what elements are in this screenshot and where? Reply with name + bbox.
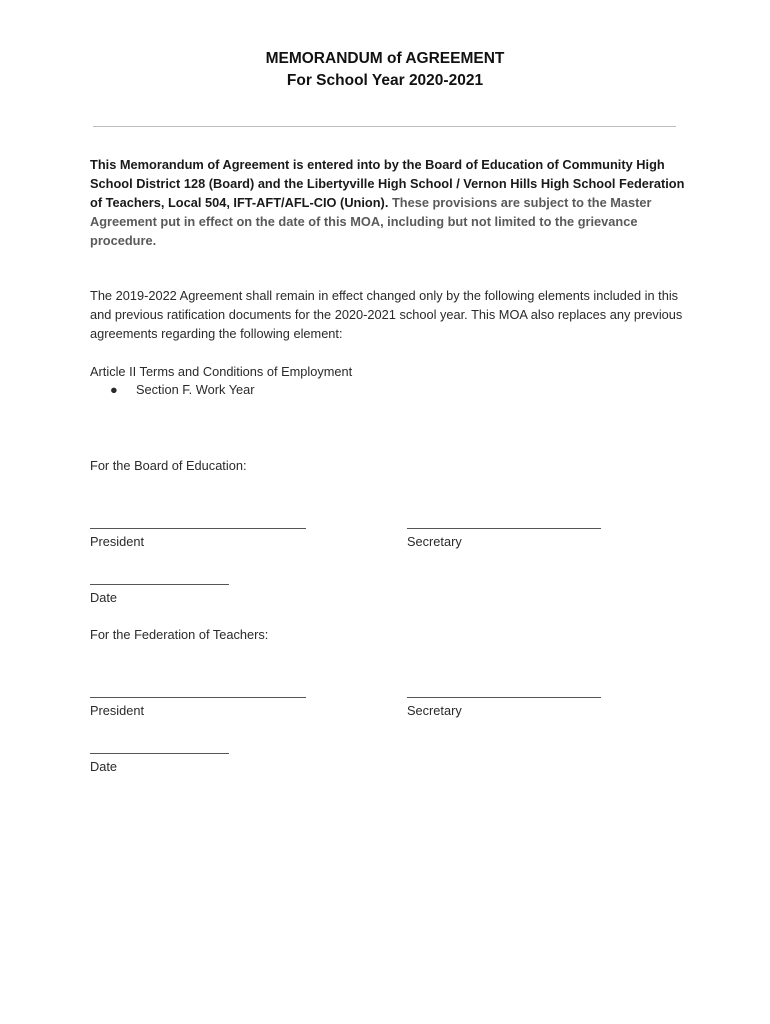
federation-heading: For the Federation of Teachers: [90, 627, 269, 642]
board-president-signature-line[interactable] [90, 528, 306, 529]
intro-paragraph [90, 155, 690, 250]
document-title [0, 48, 770, 92]
intro-grey-text: These provisions are subject to the Master Agreement put in effect on the date of this MOA, including but not limited to the grievance procedure. [90, 195, 652, 248]
federation-president-signature-line[interactable] [90, 697, 306, 698]
bullet-item-text: Section F. Work Year [136, 382, 255, 397]
federation-date-line[interactable] [90, 753, 229, 754]
article-bullet-item [110, 380, 255, 399]
federation-secretary-label: Secretary [407, 703, 462, 718]
board-secretary-signature-line[interactable] [407, 528, 601, 529]
title-line-2: For School Year 2020-2021 [286, 72, 484, 89]
bullet-icon: ● [110, 382, 118, 397]
federation-date-label: Date [90, 759, 118, 774]
board-president-label: President [90, 534, 145, 549]
intro-bold-text: This Memorandum of Agreement is entered into by the Board of Education of Community High School District 128 (Board) and the Libertyville High School / Vernon Hills High School Federation of Teachers, Local 504, IFT-AFT/AFL-CIO (Union). [90, 157, 685, 210]
article-heading: Article II Terms and Conditions of Employment [90, 364, 353, 379]
board-date-line[interactable] [90, 584, 229, 585]
title-line-1: MEMORANDUM of AGREEMENT [265, 50, 505, 67]
horizontal-divider [93, 126, 676, 127]
board-heading: For the Board of Education: [90, 458, 247, 473]
federation-president-label: President [90, 703, 145, 718]
federation-secretary-signature-line[interactable] [407, 697, 601, 698]
agreement-paragraph: The 2019-2022 Agreement shall remain in effect changed only by the following elements included in this and previous ratification documents for the 2020-2021 school year. This MOA also replaces any previous agreements regarding the following element: [90, 288, 683, 341]
board-date-label: Date [90, 590, 118, 605]
board-secretary-label: Secretary [407, 534, 462, 549]
